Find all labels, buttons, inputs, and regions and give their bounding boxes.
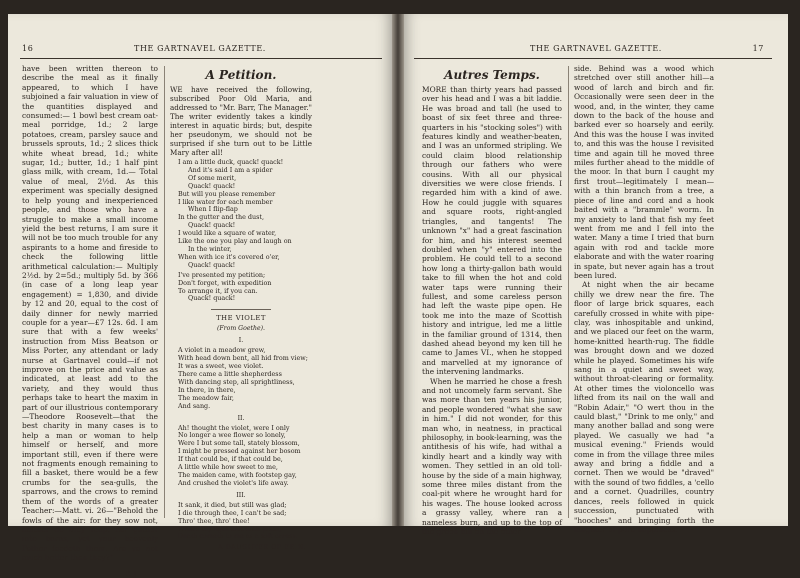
verse-line: I would like a square of water,: [178, 229, 277, 238]
article-paragraph: When he married he chose a fresh and not uncomely farm servant. She was more than ten years his junior, and people wondered "what she saw in him." I did not wonder, for this man who, in neatness, in practical philosophy, in book-learning, was the antithesis of his wife, had withal a kindly heart and a kindly way with women. They settled in an old toll-house by the side of a main highway, some three miles distant from the coal-pit where he wrought hard for his wages. The house looked across a grassy valley, where ran a nameless burn, and up to the top of the green hill on the other: [422, 376, 562, 537]
verse-line: Like the one you play and laugh on: [178, 237, 292, 246]
verse-line: And it's said I am a spider: [188, 165, 273, 174]
violet-source: (From Goethe).: [216, 325, 266, 333]
verse-line: If that could be, if that could be,: [178, 455, 283, 464]
verse-line: When with ice it's covered o'er,: [178, 252, 280, 261]
petition-intro: WE have received the following, subscribed Poor Old Maria, and addressed to "Mr. Barr, The Manager." The writer evidently takes a kindly interest in aquatic birds; but, despite her pseudonym, we should not be surprised if she turn out to be Little Mary after all!: [170, 85, 312, 157]
right-running-head: [404, 44, 788, 56]
verse-line: To arrange it, if you can.: [178, 286, 258, 295]
verse-line: The maiden came, with footstep gay,: [178, 471, 297, 479]
violet-stanza-3: [178, 502, 312, 542]
right-running-title: THE GARTNAVEL GAZETTE.: [530, 44, 662, 53]
violet-stanza-1: [178, 347, 312, 410]
verse-line: Of some merit,: [188, 173, 237, 182]
book-spine: [392, 14, 404, 526]
left-page-number: 16: [22, 44, 34, 53]
verse-line: Quack! quack!: [188, 260, 236, 269]
verse-line: I die through thee, I can't be sad;: [178, 508, 287, 517]
verse-line: Quack! quack!: [188, 181, 236, 190]
article-title: Autres Temps.: [444, 68, 540, 82]
verse-line: Where thy light foot doth press,: [178, 524, 282, 533]
verse-line: It sank, it died, but still was glad;: [178, 500, 287, 509]
left-col1-paragraph: have been written thereon to describe the meal as it finally appeared, to which I have subjoined a fair valuation in view of the quantities displayed and consumed:— 1 bowl best cream oat-meal porridge, 1d.; 2 large potatoes, cream, parsley sauce and brussels sprouts, 1d.; 2 slices thick white wheat bread, 1d.; white sugar, 1d.; butter, 1d.; 1 half pint glass milk, with cream, 1d.— Total value of meal, 2½d. As this experiment was specially designed to help young and inexperienced people, and those who have a struggle to make a small income yield the best returns, I am sure it will not be too much trouble for any aspirants to a home and fireside to check the following little arithmetical calculation:— Multiply 2½d. by 2=5d.; multiply 5d. by 366 (in case of a long leap year engagement) = 1,830, and divide by 12 and 20, equal to the cost of daily dinner for newly married couple for a year—£7 12s. 6d. I am sure that with a few weeks' instruction from Miss Beatson or Miss Porter, any attendant or lady nurse at Gartnavel could—if not improve on the price and value as indicated, at least add to the variety, and they would thus perhaps take to heart the maxim in part of our illustrious contemporary—Theodore Roosevelt—that the best charity in many cases is to help a man or woman to help himself or herself, and more important still, even if there were not fragments enough remaining to fill a basket, there would be a few crumbs for the sea-gulls, the sparrows, and the crows to remind them of the words of a greater Teacher:—Matt. vi. 26—"Behold the fowls of the air: for they sow not, neither do they reap, nor gather into barns; yet your heavenly Father feedeth them. Are ye not much better than they?": [22, 64, 158, 563]
verse-line: In the winter,: [188, 244, 232, 253]
violet-title: THE VIOLET: [216, 314, 266, 323]
verse-line: With dancing step, all sprightliness,: [178, 377, 295, 386]
verse-line: I might be pressed against her bosom: [178, 447, 301, 456]
verse-line: The meadow fair,: [178, 393, 234, 402]
stanza-number: III.: [236, 491, 246, 499]
verse-line: Thro' thee, thro' thee!: [178, 516, 250, 525]
violet-signature: A DAUGHTER OF ERIN.: [217, 544, 306, 552]
right-page: [404, 14, 788, 537]
violet-stanza-2: [178, 425, 312, 488]
article-paragraph: MORE than thirty years had passed over his head and I was a bit laddie. He was broad and tall (he used to boast of six feet three and three-quarters in his "stocking soles") with features kindly and weather-beaten, and I was an unformed stripling. We could claim blood relationship through our fathers who were cousins. With all our physical diversities we were close friends. I regarded him with a kind of awe. How he could juggle with squares and square roots, right-angled triangles, and tangents! The unknown "x" had a great fascination for him, and his interest seemed doubled when "y" entered into the problem. He could tell to a second how long a thirty-gallon bath would take to fill when the hot and cold water taps were running their fullest, and some careless person had left the waste pipe open. He took me into the maze of Scottish history and intrigue, led me a little in the familiar ground of 1314, then dashed ahead beyond my ken till he came to James VI., when he stopped and marvelled at my ignorance of the intervening landmarks.: [422, 85, 562, 377]
verse-line: In there, in there,: [178, 385, 236, 394]
left-running-title: THE GARTNAVEL GAZETTE.: [134, 44, 266, 53]
right-column-1: [422, 64, 562, 537]
verse-line: It was a sweet, wee violet.: [178, 362, 264, 371]
petition-title: A Petition.: [205, 68, 277, 82]
left-column-divider: [164, 66, 165, 518]
verse-line: With head down bent, all hid from view;: [178, 354, 308, 363]
verse-line: I've presented my petition;: [178, 270, 266, 279]
verse-line: And sang.: [178, 401, 211, 410]
article-paragraph: At night when the air became chilly we drew near the fire. The floor of large brick squares, each carefully crossed in white with pipe-clay, was inhospitable and unkind, and we placed our feet on the warm, home-knitted hearth-rug. The fiddle was brought down and we dozed while he played. Sometimes his wife sang in a quiet and sweet way, without throat-clearing or formality. At other times the violoncello was lifted from its nail on the wall and "Robin Adair," "O wert thou in the cauld blast," "Drink to me only," and many another ballad and song were played. We casually we had "a musical evening." Friends would come in from the village three miles away and bring a fiddle and a cornet. Then we would be "draved" with the sound of two fiddles, a 'cello and a cornet. Quadrilles, country dances, reels followed in quick succession, punctuated with "hooches" and bringing forth the laughter of pure happiness.: [574, 280, 714, 534]
verse-line: But will you please remember: [178, 189, 276, 198]
right-column-2: [574, 64, 714, 534]
article-paragraph: side. Behind was a wood which stretched over still another hill—a wood of larch and birch and fir. Occasionally were seen deer in the wood, and, in the winter, they came down to the back of the house and barked ever so hoarsely and eerily. And this was the house I was invited to, and this was the house I revisited time and again till he moved three miles further ahead to the middle of the moor. In that burn I caught my first trout—legitimately I mean—with a thin branch from a tree, a piece of line and cord and a hook baited with a "brammle" worm. In my anxiety to land that fish my feet went from me and I fell into the water. Many a time I tried that burn again with rod and tackle more elaborate and with the water roaring in spate, but never again has a trout been lured.: [574, 64, 714, 280]
left-col1-signature: P. J.: [125, 568, 138, 578]
stanza-number: II.: [237, 414, 245, 422]
verse-line: No longer a wee flower so lonely,: [178, 431, 286, 440]
section-divider: [211, 309, 271, 310]
left-header-rule: [20, 58, 382, 59]
verse-line: Were I but some tall, stately blossom,: [178, 439, 300, 448]
verse-line: Ah! thought the violet, were I only: [178, 423, 290, 432]
verse-line: And crushed the violet's life away.: [178, 478, 289, 487]
verse-line: Quack! quack!: [188, 294, 236, 303]
verse-line: I like water for each member: [178, 197, 273, 206]
verse-line: Quack! quack!: [188, 221, 236, 230]
stanza-number: I.: [238, 337, 244, 345]
verse-line: There came a little shepherdess: [178, 370, 282, 379]
verse-line: I am a little duck, quack! quack!: [178, 158, 284, 166]
verse-line: Don't forget, with expedition: [178, 278, 272, 287]
verse-line: In the gutter and the dust,: [178, 213, 265, 222]
left-running-head: [8, 44, 392, 56]
left-page: [8, 14, 392, 578]
petition-verse-2: [178, 272, 312, 304]
petition-verse-1: [178, 159, 312, 270]
verse-line: When I flip-flap: [188, 205, 238, 214]
verse-line: Death cometh to me as a soft caress.: [178, 532, 298, 541]
verse-line: A little while how sweet to me,: [178, 463, 278, 472]
verse-line: A violet in a meadow grew,: [178, 346, 266, 355]
right-column-divider: [568, 66, 569, 518]
left-column-1: [22, 64, 158, 578]
right-header-rule: [414, 58, 772, 59]
left-column-2: [170, 64, 312, 552]
right-page-number: 17: [752, 44, 764, 53]
